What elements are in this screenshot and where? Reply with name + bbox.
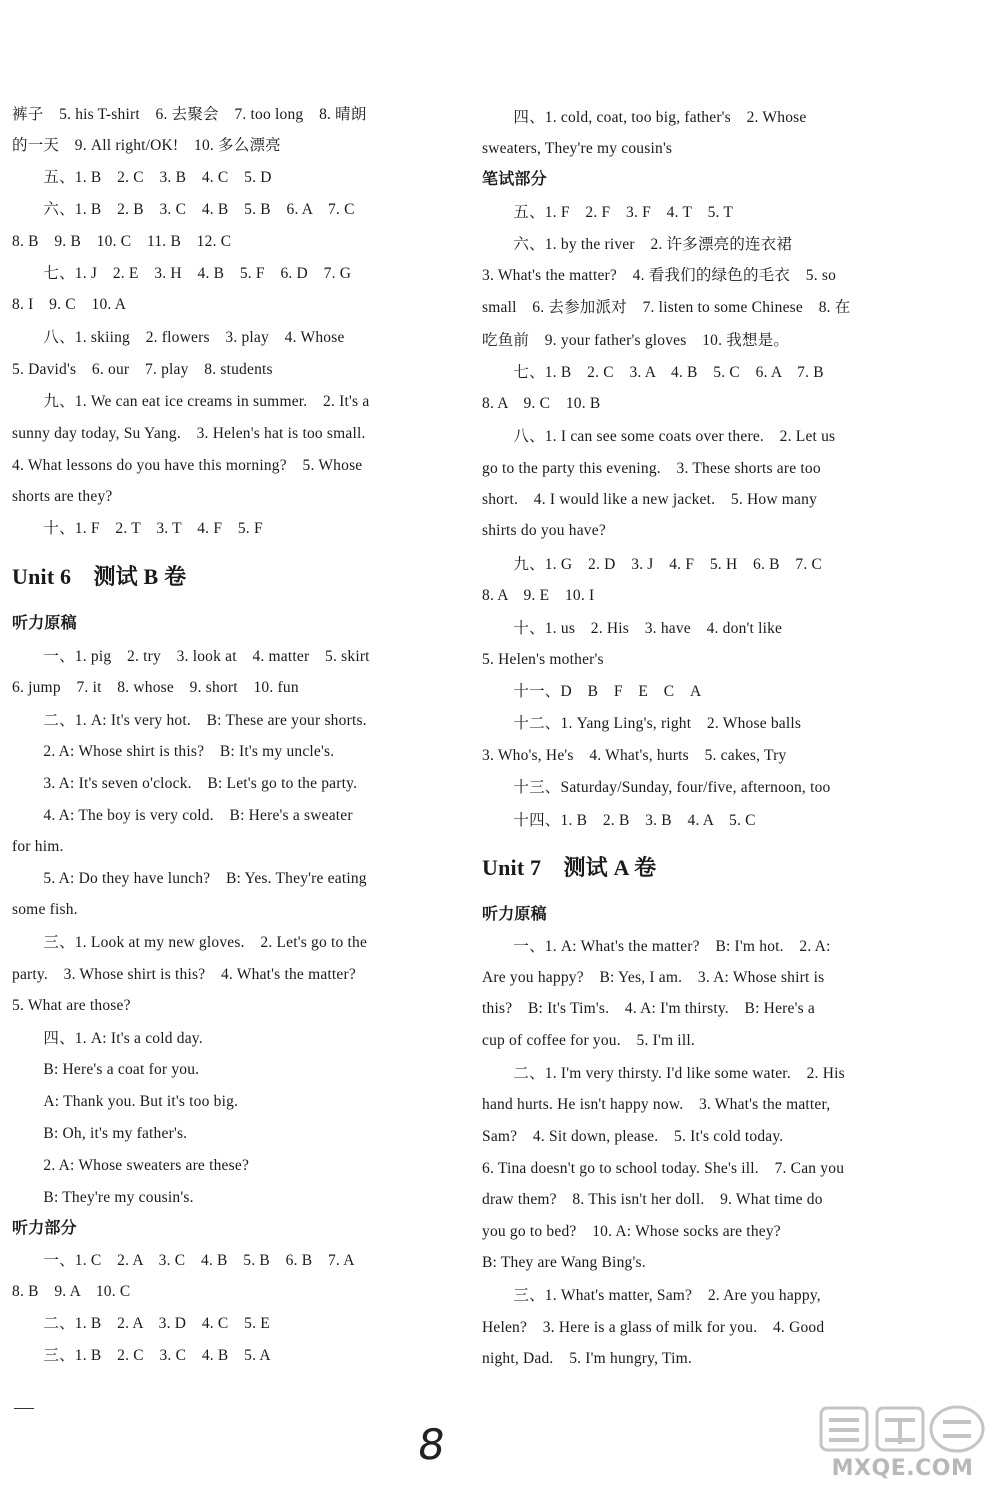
unit-heading: Unit 6 测试 B 卷 [12, 564, 187, 589]
text-line: short. 4. I would like a new jacket. 5. How many [482, 491, 818, 508]
text-line: 十、1. F 2. T 3. T 4. F 5. F [12, 520, 263, 537]
text-line: draw them? 8. This isn't her doll. 9. What time do [482, 1191, 823, 1208]
text-line: shirts do you have? [482, 522, 606, 539]
text-line: 六、1. by the river 2. 许多漂亮的连衣裙 [482, 236, 793, 253]
text-line: 二、1. B 2. A 3. D 4. C 5. E [12, 1315, 270, 1332]
text-line: 二、1. A: It's very hot. B: These are your shorts. [12, 712, 367, 729]
text-line: A: Thank you. But it's too big. [12, 1093, 239, 1110]
text-line: 2. A: Whose sweaters are these? [12, 1157, 250, 1174]
section-heading: 听力原稿 [482, 906, 547, 923]
text-line: 十一、D B F E C A [482, 683, 702, 700]
text-line: 八、1. I can see some coats over there. 2. Let us [482, 428, 836, 445]
text-line: party. 3. Whose shirt is this? 4. What's the matter? [12, 966, 356, 983]
text-line: 五、1. F 2. F 3. F 4. T 5. T [482, 204, 734, 221]
text-line: 4. What lessons do you have this morning? 5. Whose [12, 457, 363, 474]
text-line: 十四、1. B 2. B 3. B 4. A 5. C [482, 812, 756, 829]
text-line: 5. A: Do they have lunch? B: Yes. They're eating [12, 870, 367, 887]
text-line: 裤子 5. his T-shirt 6. 去聚会 7. too long 8. 晴朗 [12, 106, 367, 123]
text-line: 六、1. B 2. B 3. C 4. B 5. B 6. A 7. C [12, 201, 355, 218]
text-line: small 6. 去参加派对 7. listen to some Chinese 8. 在 [482, 299, 851, 316]
text-line: 三、1. B 2. C 3. C 4. B 5. A [12, 1347, 271, 1364]
text-line: 九、1. G 2. D 3. J 4. F 5. H 6. B 7. C [482, 556, 823, 573]
text-line: 一、1. pig 2. try 3. look at 4. matter 5. skirt [12, 648, 370, 665]
text-line: 8. B 9. B 10. C 11. B 12. C [12, 233, 232, 250]
text-line: 十、1. us 2. His 3. have 4. don't like [482, 620, 783, 637]
text-line: 九、1. We can eat ice creams in summer. 2. It's a [12, 393, 370, 410]
text-line: cup of coffee for you. 5. I'm ill. [482, 1032, 695, 1049]
text-line: 8. A 9. C 10. B [482, 395, 601, 412]
text-line: 四、1. A: It's a cold day. [12, 1030, 203, 1047]
text-line: 的一天 9. All right/OK! 10. 多么漂亮 [12, 137, 281, 154]
page-number: 8 [414, 1420, 449, 1469]
text-line: 3. Who's, He's 4. What's, hurts 5. cakes, Try [482, 747, 787, 764]
text-line: 2. A: Whose shirt is this? B: It's my uncle's. [12, 743, 335, 760]
section-heading: 听力原稿 [12, 615, 77, 632]
text-line: 5. What are those? [12, 997, 131, 1014]
text-line: some fish. [12, 901, 78, 918]
text-line: 8. A 9. E 10. I [482, 587, 595, 604]
text-line: 吃鱼前 9. your father's gloves 10. 我想是。 [482, 332, 790, 349]
text-line: 8. B 9. A 10. C [12, 1283, 131, 1300]
text-line: 8. I 9. C 10. A [12, 296, 127, 313]
watermark [815, 1400, 990, 1480]
text-line: B: Here's a coat for you. [12, 1061, 200, 1078]
text-line: 五、1. B 2. C 3. B 4. C 5. D [12, 169, 272, 186]
text-line: 6. jump 7. it 8. whose 9. short 10. fun [12, 679, 299, 696]
text-line: for him. [12, 838, 64, 855]
text-line: 十二、1. Yang Ling's, right 2. Whose balls [482, 715, 802, 732]
text-line: B: They are Wang Bing's. [482, 1254, 646, 1271]
text-line: 二、1. I'm very thirsty. I'd like some water. 2. His [482, 1065, 845, 1082]
text-line: 三、1. What's matter, Sam? 2. Are you happy, [482, 1287, 821, 1304]
text-line: 八、1. skiing 2. flowers 3. play 4. Whose [12, 329, 345, 346]
text-line: 5. David's 6. our 7. play 8. students [12, 361, 273, 378]
text-line: B: They're my cousin's. [12, 1189, 194, 1206]
text-line: 三、1. Look at my new gloves. 2. Let's go to the [12, 934, 368, 951]
text-line: 4. A: The boy is very cold. B: Here's a sweater [12, 807, 353, 824]
text-line: 七、1. J 2. E 3. H 4. B 5. F 6. D 7. G [12, 265, 352, 282]
text-line: Sam? 4. Sit down, please. 5. It's cold today. [482, 1128, 784, 1145]
text-line: 十三、Saturday/Sunday, four/five, afternoon, too [482, 779, 831, 796]
text-line: 一、1. A: What's the matter? B: I'm hot. 2. A: [482, 938, 831, 955]
text-line: sunny day today, Su Yang. 3. Helen's hat is too small. [12, 425, 366, 442]
text-line: 3. What's the matter? 4. 看我们的绿色的毛衣 5. so [482, 267, 837, 284]
text-line: sweaters, They're my cousin's [482, 140, 673, 157]
text-line: this? B: It's Tim's. 4. A: I'm thirsty. B: Here's a [482, 1000, 815, 1017]
section-heading: 笔试部分 [482, 171, 547, 188]
footer-rule [14, 1408, 34, 1409]
watermark-logo [815, 1400, 990, 1456]
section-heading: 听力部分 [12, 1220, 77, 1237]
text-line: go to the party this evening. 3. These shorts are too [482, 460, 821, 477]
text-line: B: Oh, it's my father's. [12, 1125, 188, 1142]
unit-heading: Unit 7 测试 A 卷 [482, 855, 657, 880]
text-line: 七、1. B 2. C 3. A 4. B 5. C 6. A 7. B [482, 364, 824, 381]
text-line: night, Dad. 5. I'm hungry, Tim. [482, 1350, 692, 1367]
text-line: Helen? 3. Here is a glass of milk for you. 4. Good [482, 1319, 825, 1336]
text-line: shorts are they? [12, 488, 113, 505]
watermark-url: MXQE.COM [831, 1456, 974, 1481]
text-line: 四、1. cold, coat, too big, father's 2. Whose [482, 109, 807, 126]
text-line: 3. A: It's seven o'clock. B: Let's go to the party. [12, 775, 358, 792]
text-line: 5. Helen's mother's [482, 651, 604, 668]
text-line: Are you happy? B: Yes, I am. 3. A: Whose shirt is [482, 969, 825, 986]
text-line: you go to bed? 10. A: Whose socks are they? [482, 1223, 781, 1240]
text-line: 6. Tina doesn't go to school today. She's ill. 7. Can you [482, 1160, 845, 1177]
text-line: 一、1. C 2. A 3. C 4. B 5. B 6. B 7. A [12, 1252, 355, 1269]
text-line: hand hurts. He isn't happy now. 3. What's the matter, [482, 1096, 831, 1113]
